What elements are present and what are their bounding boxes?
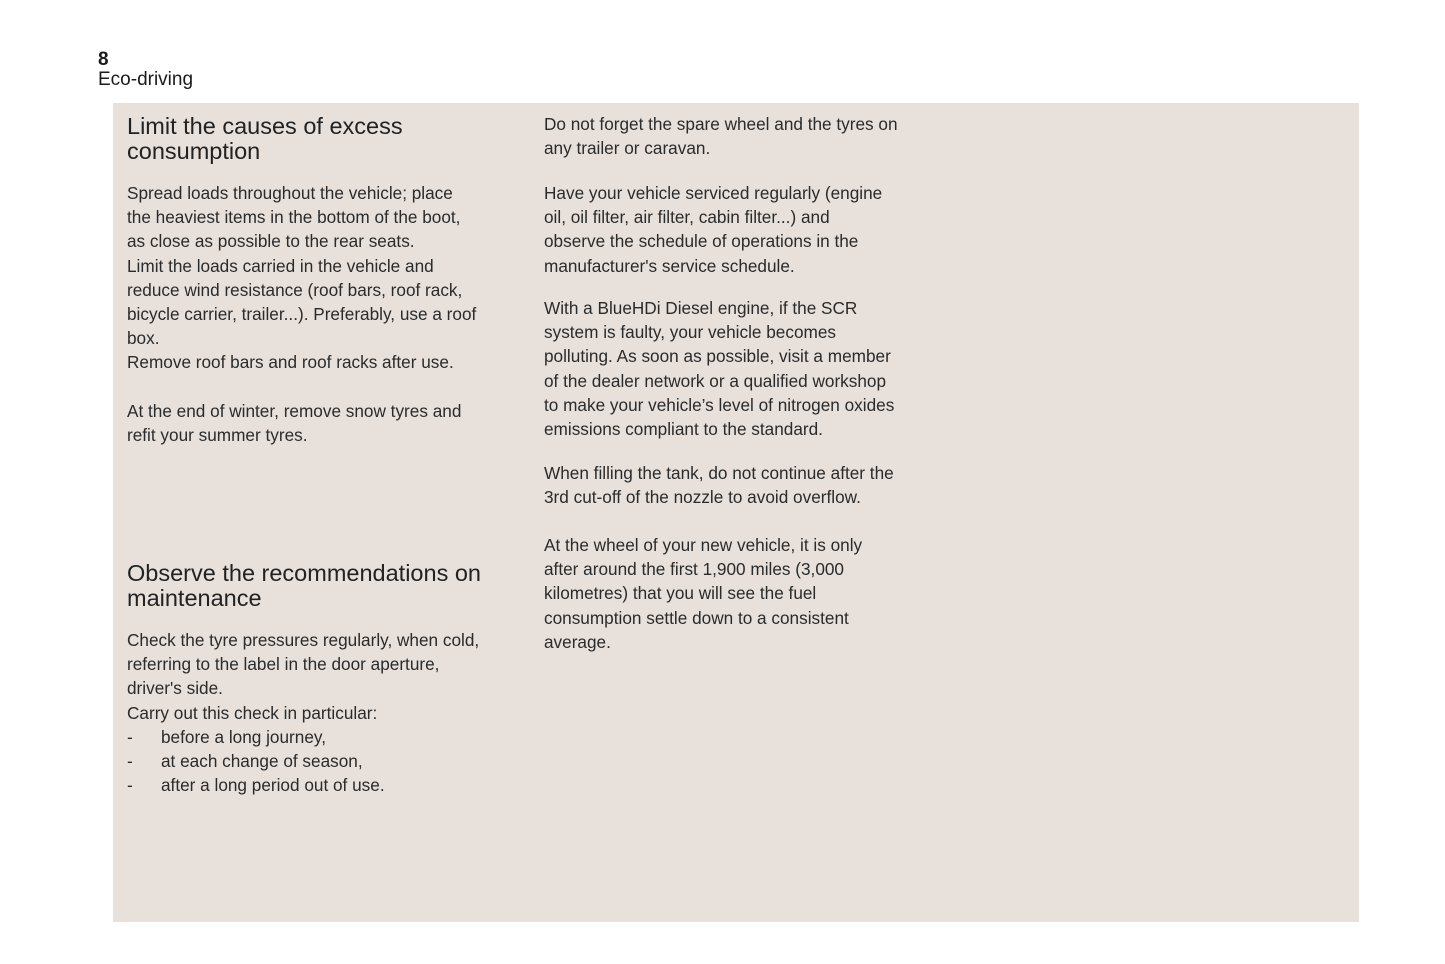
text-line: average. — [544, 631, 611, 652]
text-line: bicycle carrier, trailer...). Preferably, use a roof — [127, 304, 477, 325]
text-line: When filling the tank, do not continue after the — [544, 463, 894, 483]
list-item-text: at each change of season, — [161, 751, 363, 772]
text-line: Limit the loads carried in the vehicle and — [127, 255, 434, 276]
page-number: 8 — [98, 49, 109, 70]
paragraph-winter-tyres — [127, 399, 461, 447]
list-item — [127, 749, 479, 773]
paragraph-new-vehicle — [544, 533, 862, 654]
paragraph-spare-wheel — [544, 112, 898, 160]
list-item — [127, 773, 479, 797]
text-line: of the dealer network or a qualified workshop — [544, 370, 887, 391]
heading-limit-consumption — [127, 114, 403, 163]
dash-bullet: - — [127, 751, 133, 772]
text-line: box. — [127, 328, 160, 349]
text-line: Remove roof bars and roof racks after use. — [127, 352, 454, 373]
text-line: oil, oil filter, air filter, cabin filter...) and — [544, 207, 830, 228]
text-line: to make your vehicle’s level of nitrogen oxides — [544, 394, 895, 415]
section-title: Eco-driving — [98, 69, 194, 90]
text-line: polluting. As soon as possible, visit a member — [544, 346, 891, 367]
text-line: 3rd cut-off of the nozzle to avoid overflow. — [544, 487, 861, 508]
text-line: Have your vehicle serviced regularly (engine — [544, 183, 883, 203]
paragraph-loads — [127, 181, 476, 375]
heading-line: Observe the recommendations on — [127, 560, 481, 586]
text-line: any trailer or caravan. — [544, 138, 711, 159]
content-panel — [113, 103, 1359, 922]
text-line: reduce wind resistance (roof bars, roof rack, — [127, 279, 463, 300]
paragraph-tyre-pressure — [127, 628, 479, 797]
text-line: manufacturer's service schedule. — [544, 255, 795, 276]
text-line: driver's side. — [127, 678, 223, 699]
dash-bullet: - — [127, 726, 133, 747]
list-item-text: after a long period out of use. — [161, 775, 385, 796]
text-line: the heaviest items in the bottom of the boot, — [127, 207, 461, 228]
heading-maintenance — [127, 561, 481, 610]
heading-line: maintenance — [127, 584, 262, 611]
text-line: after around the first 1,900 miles (3,000 — [544, 559, 844, 580]
text-line: At the end of winter, remove snow tyres and — [127, 401, 462, 421]
text-line: system is faulty, your vehicle becomes — [544, 322, 836, 343]
text-line: Check the tyre pressures regularly, when cold, — [127, 630, 480, 650]
text-line: Do not forget the spare wheel and the tyres on — [544, 114, 898, 134]
text-line: referring to the label in the door aperture, — [127, 654, 440, 675]
text-line: as close as possible to the rear seats. — [127, 231, 415, 252]
text-line: emissions compliant to the standard. — [544, 419, 823, 440]
text-line: observe the schedule of operations in the — [544, 231, 859, 252]
list-item — [127, 725, 479, 749]
text-line: Spread loads throughout the vehicle; place — [127, 183, 453, 203]
text-line: kilometres) that you will see the fuel — [544, 583, 817, 604]
text-line: With a BlueHDi Diesel engine, if the SCR — [544, 298, 858, 318]
paragraph-servicing — [544, 181, 882, 278]
text-line: Carry out this check in particular: — [127, 702, 378, 723]
paragraph-bluehdi — [544, 296, 894, 441]
paragraph-filling-tank — [544, 461, 894, 509]
heading-line: Limit the causes of excess — [127, 113, 403, 139]
heading-line: consumption — [127, 137, 261, 164]
text-line: At the wheel of your new vehicle, it is only — [544, 535, 863, 555]
dash-bullet: - — [127, 775, 133, 796]
text-line: refit your summer tyres. — [127, 425, 308, 446]
text-line: consumption settle down to a consistent — [544, 607, 849, 628]
list-item-text: before a long journey, — [161, 726, 326, 747]
